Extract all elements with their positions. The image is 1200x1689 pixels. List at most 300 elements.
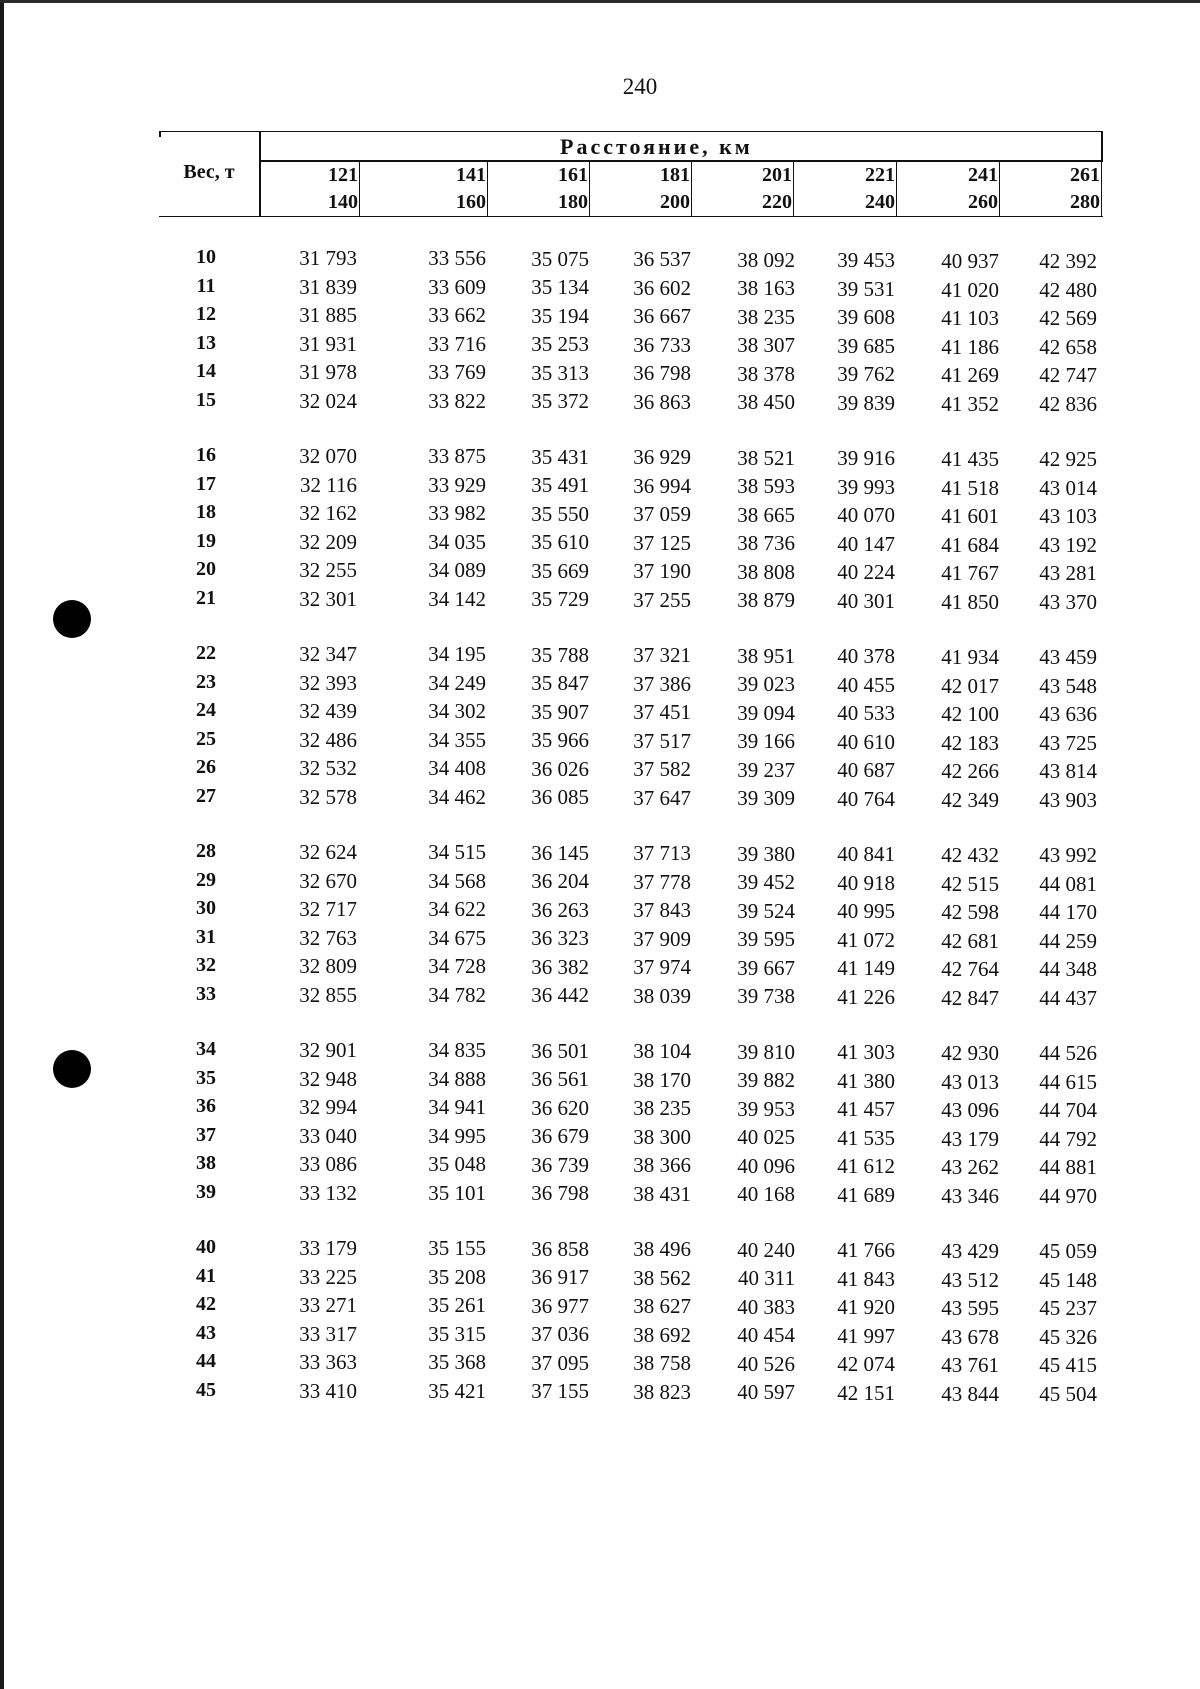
table-cell: 44 881 bbox=[1039, 1155, 1097, 1179]
row-weight: 30 bbox=[196, 897, 216, 919]
table-cell: 45 148 bbox=[1039, 1267, 1097, 1292]
table-cell: 32 116 bbox=[300, 472, 357, 497]
row-weight: 16 bbox=[196, 444, 216, 466]
table-cell: 35 315 bbox=[428, 1321, 486, 1346]
table-cell: 41 518 bbox=[941, 475, 999, 500]
table-cell: 35 194 bbox=[531, 303, 589, 328]
table-cell: 31 931 bbox=[299, 331, 357, 356]
table-cell: 41 766 bbox=[837, 1238, 895, 1263]
table-cell: 40 533 bbox=[837, 701, 895, 726]
table-cell: 34 035 bbox=[428, 529, 486, 554]
table-cell: 43 512 bbox=[941, 1267, 999, 1292]
table-cell: 43 096 bbox=[941, 1098, 999, 1122]
table-cell: 32 393 bbox=[299, 670, 357, 695]
table-cell: 37 647 bbox=[633, 785, 691, 810]
row-weight: 10 bbox=[196, 246, 216, 268]
table-cell: 38 431 bbox=[633, 1181, 691, 1206]
table-cell: 39 309 bbox=[737, 786, 795, 811]
table-cell: 40 301 bbox=[837, 588, 895, 613]
row-weight: 32 bbox=[196, 954, 216, 976]
row-weight: 35 bbox=[196, 1066, 216, 1089]
table-cell: 40 597 bbox=[737, 1380, 795, 1405]
table-cell: 40 378 bbox=[837, 644, 895, 669]
table-cell: 45 415 bbox=[1039, 1353, 1097, 1377]
row-weight: 20 bbox=[196, 558, 216, 580]
table-cell: 31 978 bbox=[299, 360, 357, 384]
table-cell: 36 667 bbox=[633, 304, 691, 329]
table-cell: 34 089 bbox=[428, 558, 486, 582]
table-cell: 37 059 bbox=[633, 502, 691, 527]
table-cell: 34 515 bbox=[428, 840, 486, 864]
table-cell: 41 457 bbox=[837, 1097, 895, 1122]
table-cell: 40 025 bbox=[737, 1125, 795, 1150]
table-cell: 35 431 bbox=[531, 444, 589, 469]
table-cell: 38 170 bbox=[633, 1067, 691, 1092]
table-cell: 33 875 bbox=[428, 444, 486, 468]
table-cell: 31 839 bbox=[299, 274, 357, 299]
table-cell: 37 190 bbox=[633, 559, 691, 584]
table-cell: 35 788 bbox=[531, 642, 589, 667]
table-cell: 32 578 bbox=[299, 784, 357, 809]
table-cell: 36 917 bbox=[531, 1265, 589, 1290]
table-cell: 32 301 bbox=[299, 586, 357, 611]
table-cell: 43 844 bbox=[941, 1381, 999, 1406]
table-cell: 35 048 bbox=[428, 1152, 486, 1176]
table-cell: 35 155 bbox=[428, 1236, 486, 1260]
table-cell: 41 072 bbox=[837, 927, 895, 952]
table-cell: 34 462 bbox=[428, 784, 486, 809]
range-from: 201 bbox=[762, 164, 792, 186]
table-cell: 38 562 bbox=[633, 1265, 691, 1290]
table-cell: 38 496 bbox=[633, 1237, 691, 1262]
table-cell: 39 738 bbox=[737, 984, 795, 1009]
row-weight: 33 bbox=[196, 982, 216, 1005]
row-weight: 31 bbox=[196, 925, 216, 948]
table-cell: 36 145 bbox=[531, 840, 589, 865]
table-cell: 32 624 bbox=[299, 840, 357, 864]
range-to: 180 bbox=[558, 191, 588, 213]
table-cell: 36 679 bbox=[531, 1124, 589, 1149]
table-cell: 37 778 bbox=[633, 869, 691, 894]
table-cell: 41 535 bbox=[837, 1125, 895, 1150]
table-cell: 34 835 bbox=[428, 1038, 486, 1062]
table-cell: 34 568 bbox=[428, 868, 486, 893]
table-cell: 33 363 bbox=[299, 1350, 357, 1374]
distance-header: Расстояние, км bbox=[560, 134, 753, 159]
table-cell: 33 716 bbox=[428, 331, 486, 356]
table-cell: 44 259 bbox=[1039, 928, 1097, 953]
table-cell: 40 455 bbox=[837, 672, 895, 697]
table-cell: 32 855 bbox=[299, 982, 357, 1007]
table-cell: 40 526 bbox=[737, 1351, 795, 1376]
row-weight: 40 bbox=[196, 1236, 216, 1258]
table-cell: 32 070 bbox=[299, 444, 357, 468]
table-cell: 33 769 bbox=[428, 360, 486, 384]
row-weight: 13 bbox=[196, 331, 216, 354]
table-cell: 36 929 bbox=[633, 445, 691, 470]
weight-column-header: Вес, т bbox=[183, 161, 235, 183]
table-cell: 38 235 bbox=[633, 1096, 691, 1121]
table-cell: 35 208 bbox=[428, 1264, 486, 1289]
table-cell: 40 096 bbox=[737, 1153, 795, 1178]
table-cell: 38 808 bbox=[737, 559, 795, 584]
table-cell: 32 532 bbox=[299, 756, 357, 780]
table-cell: 32 024 bbox=[299, 388, 357, 413]
table-cell: 38 951 bbox=[737, 643, 795, 668]
distance-range-4 bbox=[752, 162, 794, 216]
table-cell: 38 163 bbox=[737, 276, 795, 301]
table-cell: 39 380 bbox=[737, 841, 795, 866]
table-cell: 36 739 bbox=[531, 1152, 589, 1177]
table-cell: 42 266 bbox=[941, 759, 999, 783]
table-cell: 40 168 bbox=[737, 1182, 795, 1207]
table-cell: 40 454 bbox=[737, 1323, 795, 1348]
table-cell: 38 736 bbox=[737, 531, 795, 556]
table-cell: 32 901 bbox=[299, 1038, 357, 1062]
table-cell: 42 847 bbox=[941, 985, 999, 1010]
table-cell: 41 149 bbox=[837, 956, 895, 981]
table-cell: 34 408 bbox=[428, 756, 486, 780]
table-cell: 39 810 bbox=[737, 1039, 795, 1064]
table-cell: 43 192 bbox=[1039, 532, 1097, 557]
table-cell: 34 249 bbox=[428, 670, 486, 695]
table-cell: 39 452 bbox=[737, 870, 795, 895]
table-cell: 42 681 bbox=[941, 928, 999, 953]
table-cell: 37 582 bbox=[633, 757, 691, 782]
table-cell: 40 937 bbox=[941, 249, 999, 273]
table-cell: 36 537 bbox=[633, 247, 691, 272]
table-cell: 41 103 bbox=[941, 306, 999, 330]
table-cell: 37 451 bbox=[633, 700, 691, 725]
table-cell: 33 662 bbox=[428, 303, 486, 327]
table-cell: 44 792 bbox=[1039, 1126, 1097, 1151]
table-cell: 36 263 bbox=[531, 897, 589, 922]
table-cell: 42 100 bbox=[941, 702, 999, 726]
table-cell: 42 515 bbox=[941, 871, 999, 896]
range-to: 160 bbox=[456, 191, 486, 213]
table-cell: 39 595 bbox=[737, 927, 795, 952]
table-cell: 37 155 bbox=[531, 1379, 589, 1404]
table-cell: 34 995 bbox=[428, 1123, 486, 1148]
table-cell: 39 667 bbox=[737, 955, 795, 980]
table-cell: 40 610 bbox=[837, 729, 895, 754]
table-cell: 33 225 bbox=[299, 1264, 357, 1289]
table-cell: 42 764 bbox=[941, 957, 999, 981]
table-cell: 41 689 bbox=[837, 1182, 895, 1207]
table-cell: 39 166 bbox=[737, 729, 795, 754]
table-cell: 33 982 bbox=[428, 501, 486, 525]
table-cell: 37 713 bbox=[633, 841, 691, 866]
table-cell: 44 437 bbox=[1039, 985, 1097, 1010]
table-cell: 42 569 bbox=[1039, 306, 1097, 330]
table-cell: 37 843 bbox=[633, 898, 691, 923]
distance-range-6 bbox=[958, 162, 1000, 216]
table-cell: 36 620 bbox=[531, 1095, 589, 1120]
range-from: 241 bbox=[968, 164, 998, 186]
row-weight: 24 bbox=[196, 699, 216, 721]
table-cell: 39 993 bbox=[837, 474, 895, 499]
distance-range-2 bbox=[548, 162, 590, 216]
table-cell: 43 636 bbox=[1039, 702, 1097, 726]
table-cell: 43 595 bbox=[941, 1296, 999, 1320]
table-cell: 34 195 bbox=[428, 642, 486, 666]
table-cell: 33 556 bbox=[428, 246, 486, 270]
table-cell: 39 839 bbox=[837, 390, 895, 415]
table-cell: 41 226 bbox=[837, 984, 895, 1009]
range-to: 280 bbox=[1070, 191, 1100, 213]
table-cell: 38 039 bbox=[633, 983, 691, 1008]
table-cell: 32 994 bbox=[299, 1095, 357, 1119]
table-cell: 35 261 bbox=[428, 1293, 486, 1317]
table-cell: 36 733 bbox=[633, 332, 691, 357]
table-cell: 38 758 bbox=[633, 1351, 691, 1376]
table-cell: 43 429 bbox=[941, 1239, 999, 1263]
table-cell: 43 992 bbox=[1039, 843, 1097, 867]
table-cell: 38 823 bbox=[633, 1379, 691, 1404]
table-cell: 43 814 bbox=[1039, 759, 1097, 783]
table-cell: 35 729 bbox=[531, 587, 589, 612]
table-cell: 39 094 bbox=[737, 700, 795, 725]
table-cell: 41 997 bbox=[837, 1323, 895, 1348]
table-cell: 44 970 bbox=[1039, 1183, 1097, 1208]
table-cell: 43 459 bbox=[1039, 645, 1097, 669]
table-cell: 31 793 bbox=[299, 246, 357, 270]
table-cell: 33 271 bbox=[299, 1293, 357, 1317]
row-weight: 39 bbox=[196, 1180, 216, 1203]
table-cell: 35 253 bbox=[531, 332, 589, 357]
scan-edge-top bbox=[0, 0, 1200, 3]
scan-edge-left bbox=[0, 0, 4, 1689]
row-weight: 44 bbox=[196, 1350, 216, 1372]
table-cell: 43 548 bbox=[1039, 673, 1097, 698]
table-cell: 42 747 bbox=[1039, 363, 1097, 387]
row-weight: 34 bbox=[196, 1038, 216, 1060]
row-weight: 23 bbox=[196, 670, 216, 693]
range-to: 140 bbox=[328, 191, 358, 213]
row-weight: 42 bbox=[196, 1293, 216, 1315]
table-cell: 36 858 bbox=[531, 1236, 589, 1261]
table-cell: 43 281 bbox=[1039, 561, 1097, 585]
table-cell: 36 798 bbox=[633, 361, 691, 386]
table-cell: 41 601 bbox=[941, 504, 999, 528]
table-cell: 42 183 bbox=[941, 730, 999, 755]
table-cell: 45 504 bbox=[1039, 1381, 1097, 1406]
table-cell: 37 255 bbox=[633, 587, 691, 612]
table-cell: 38 104 bbox=[633, 1039, 691, 1064]
table-cell: 38 300 bbox=[633, 1124, 691, 1149]
punch-hole-bottom bbox=[53, 1050, 91, 1088]
table-cell: 33 132 bbox=[299, 1180, 357, 1205]
row-weight: 27 bbox=[196, 784, 216, 807]
range-from: 161 bbox=[558, 164, 588, 186]
table-cell: 43 013 bbox=[941, 1069, 999, 1094]
table-cell: 42 392 bbox=[1039, 249, 1097, 273]
table-cell: 43 179 bbox=[941, 1126, 999, 1151]
table-cell: 42 017 bbox=[941, 673, 999, 698]
table-cell: 44 704 bbox=[1039, 1098, 1097, 1122]
range-from: 261 bbox=[1070, 164, 1100, 186]
table-cell: 32 162 bbox=[299, 501, 357, 525]
table-cell: 36 994 bbox=[633, 473, 691, 498]
table-cell: 40 383 bbox=[737, 1294, 795, 1319]
table-cell: 42 658 bbox=[1039, 334, 1097, 359]
table-cell: 40 240 bbox=[737, 1237, 795, 1262]
table-cell: 44 081 bbox=[1039, 871, 1097, 896]
table-cell: 31 885 bbox=[299, 303, 357, 327]
table-cell: 33 317 bbox=[299, 1321, 357, 1346]
header-divider bbox=[259, 131, 261, 216]
table-cell: 41 186 bbox=[941, 334, 999, 359]
table-cell: 36 602 bbox=[633, 275, 691, 300]
table-cell: 41 684 bbox=[941, 532, 999, 557]
table-cell: 32 209 bbox=[299, 529, 357, 554]
table-cell: 41 612 bbox=[837, 1154, 895, 1179]
table-cell: 36 442 bbox=[531, 983, 589, 1008]
table-cell: 45 326 bbox=[1039, 1324, 1097, 1349]
table-cell: 45 237 bbox=[1039, 1296, 1097, 1320]
distance-range-5 bbox=[855, 162, 897, 216]
row-weight: 41 bbox=[196, 1264, 216, 1287]
table-cell: 42 836 bbox=[1039, 391, 1097, 416]
header-left-edge bbox=[159, 131, 161, 137]
table-cell: 40 147 bbox=[837, 531, 895, 556]
row-weight: 19 bbox=[196, 529, 216, 552]
table-cell: 41 435 bbox=[941, 447, 999, 471]
row-weight: 17 bbox=[196, 472, 216, 495]
row-weight: 28 bbox=[196, 840, 216, 862]
row-weight: 22 bbox=[196, 642, 216, 664]
table-cell: 40 687 bbox=[837, 758, 895, 783]
range-to: 220 bbox=[762, 191, 792, 213]
range-to: 260 bbox=[968, 191, 998, 213]
table-cell: 38 627 bbox=[633, 1294, 691, 1319]
table-cell: 44 526 bbox=[1039, 1041, 1097, 1065]
table-cell: 33 822 bbox=[428, 388, 486, 413]
page-number: 240 bbox=[622, 74, 658, 99]
row-weight: 21 bbox=[196, 586, 216, 609]
distance-range-1 bbox=[446, 162, 488, 216]
table-cell: 34 941 bbox=[428, 1095, 486, 1119]
table-cell: 37 036 bbox=[531, 1322, 589, 1347]
table-cell: 39 237 bbox=[737, 757, 795, 782]
table-cell: 39 453 bbox=[837, 248, 895, 273]
table-cell: 42 432 bbox=[941, 843, 999, 867]
table-cell: 37 909 bbox=[633, 926, 691, 951]
range-to: 240 bbox=[865, 191, 895, 213]
table-cell: 34 782 bbox=[428, 982, 486, 1007]
table-cell: 38 366 bbox=[633, 1153, 691, 1178]
table-cell: 41 020 bbox=[941, 277, 999, 302]
table-cell: 41 352 bbox=[941, 391, 999, 416]
row-weight: 45 bbox=[196, 1378, 216, 1401]
table-cell: 32 486 bbox=[299, 727, 357, 752]
row-weight: 37 bbox=[196, 1123, 216, 1146]
row-weight: 11 bbox=[196, 274, 216, 297]
table-cell: 36 863 bbox=[633, 389, 691, 414]
table-cell: 40 224 bbox=[837, 560, 895, 585]
row-weight: 25 bbox=[196, 727, 216, 750]
table-cell: 38 092 bbox=[737, 247, 795, 272]
table-cell: 39 608 bbox=[837, 305, 895, 330]
table-cell: 36 382 bbox=[531, 954, 589, 979]
table-cell: 35 134 bbox=[531, 275, 589, 300]
table-cell: 36 323 bbox=[531, 926, 589, 951]
table-cell: 41 767 bbox=[941, 561, 999, 585]
table-cell: 40 764 bbox=[837, 786, 895, 811]
table-cell: 42 074 bbox=[837, 1352, 895, 1377]
table-cell: 43 370 bbox=[1039, 589, 1097, 614]
table-cell: 32 948 bbox=[299, 1066, 357, 1091]
table-cell: 38 378 bbox=[737, 361, 795, 386]
table-cell: 42 925 bbox=[1039, 447, 1097, 471]
table-cell: 43 103 bbox=[1039, 504, 1097, 528]
table-cell: 35 421 bbox=[428, 1378, 486, 1403]
row-weight: 14 bbox=[196, 360, 216, 382]
table-cell: 39 023 bbox=[737, 672, 795, 697]
table-cell: 33 040 bbox=[299, 1123, 357, 1148]
table-cell: 33 609 bbox=[428, 274, 486, 299]
table-cell: 35 669 bbox=[531, 558, 589, 583]
table-cell: 42 480 bbox=[1039, 277, 1097, 302]
table-cell: 35 101 bbox=[428, 1180, 486, 1205]
table-cell: 44 348 bbox=[1039, 957, 1097, 981]
table-cell: 37 095 bbox=[531, 1350, 589, 1375]
table-cell: 37 974 bbox=[633, 955, 691, 980]
row-weight: 18 bbox=[196, 501, 216, 523]
punch-hole-top bbox=[53, 600, 91, 638]
table-cell: 33 086 bbox=[299, 1152, 357, 1176]
table-cell: 41 303 bbox=[837, 1040, 895, 1065]
table-cell: 33 179 bbox=[299, 1236, 357, 1260]
table-cell: 40 311 bbox=[738, 1266, 795, 1291]
table-cell: 37 125 bbox=[633, 530, 691, 555]
table-cell: 35 313 bbox=[531, 360, 589, 385]
table-cell: 36 026 bbox=[531, 756, 589, 781]
table-cell: 42 598 bbox=[941, 900, 999, 924]
range-from: 181 bbox=[660, 164, 690, 186]
row-weight: 43 bbox=[196, 1321, 216, 1344]
table-cell: 35 372 bbox=[531, 389, 589, 414]
table-cell: 34 675 bbox=[428, 925, 486, 950]
table-cell: 35 907 bbox=[531, 699, 589, 724]
table-cell: 41 920 bbox=[837, 1295, 895, 1320]
table-cell: 39 953 bbox=[737, 1096, 795, 1121]
table-cell: 32 255 bbox=[299, 558, 357, 582]
table-cell: 35 610 bbox=[531, 530, 589, 555]
table-cell: 39 531 bbox=[837, 276, 895, 301]
table-cell: 36 798 bbox=[531, 1181, 589, 1206]
table-cell: 42 151 bbox=[837, 1380, 895, 1405]
table-cell: 38 521 bbox=[737, 445, 795, 470]
range-from: 141 bbox=[456, 164, 486, 186]
table-cell: 39 882 bbox=[737, 1068, 795, 1093]
table-cell: 36 561 bbox=[531, 1067, 589, 1092]
table-cell: 36 204 bbox=[531, 869, 589, 894]
table-cell: 37 517 bbox=[633, 728, 691, 753]
table-cell: 35 847 bbox=[531, 671, 589, 696]
row-weight: 36 bbox=[196, 1095, 216, 1117]
table-cell: 34 302 bbox=[428, 699, 486, 723]
distance-range-7 bbox=[1060, 162, 1102, 216]
table-cell: 43 346 bbox=[941, 1183, 999, 1208]
table-cell: 34 622 bbox=[428, 897, 486, 921]
table-cell: 34 888 bbox=[428, 1066, 486, 1091]
table-cell: 43 678 bbox=[941, 1324, 999, 1349]
table-cell: 45 059 bbox=[1039, 1239, 1097, 1263]
table-cell: 38 235 bbox=[737, 304, 795, 329]
table-cell: 43 903 bbox=[1039, 787, 1097, 812]
table-cell: 32 670 bbox=[299, 868, 357, 893]
